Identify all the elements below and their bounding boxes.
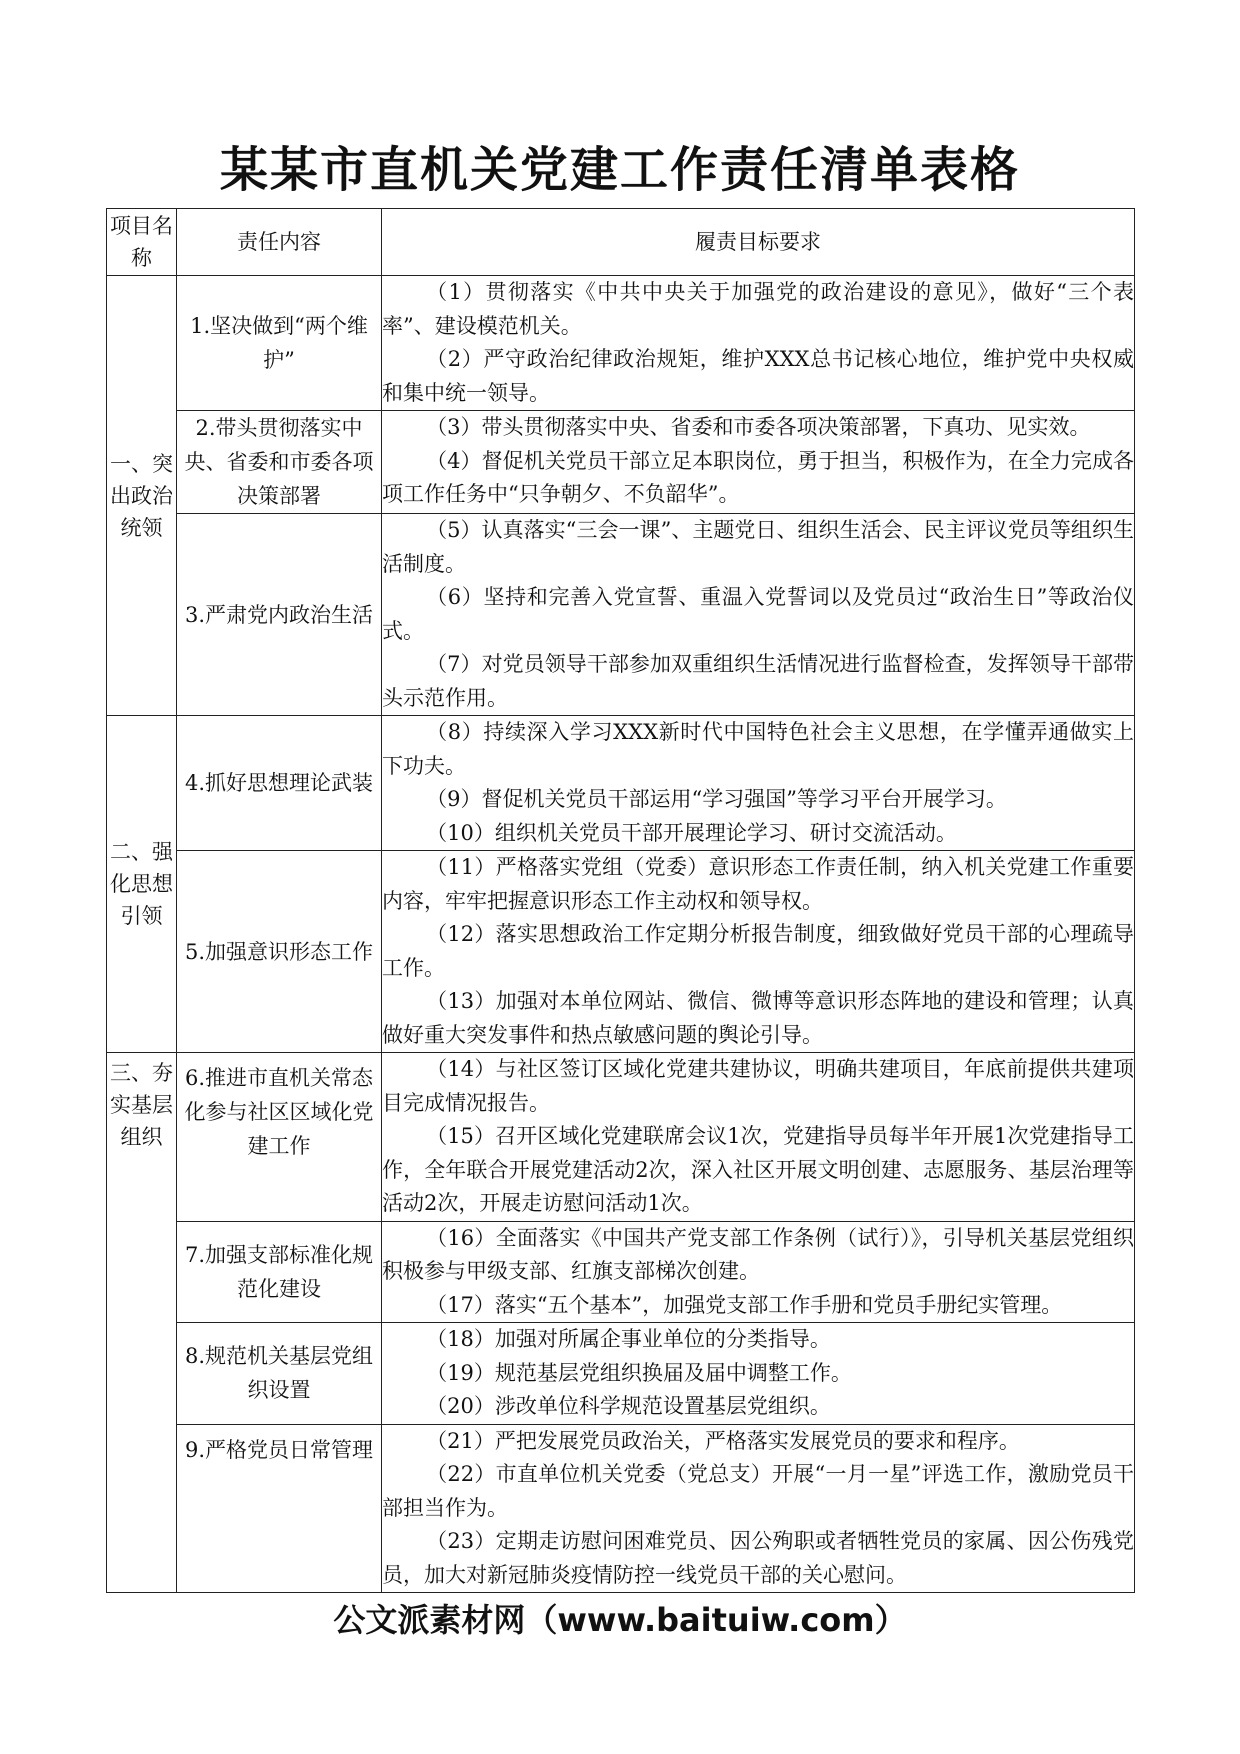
header-project-name: 项目名称 — [107, 209, 177, 276]
requirement-text: （1）贯彻落实《中共中央关于加强党的政治建设的意见》，做好“三个表率”、建设模范机关。 — [382, 280, 1134, 338]
category-cell: 三、夯实基层组织 — [107, 1053, 177, 1593]
footer-watermark: 公文派素材网（www.baituiw.com） — [333, 1601, 907, 1639]
requirement-text: （16）全面落实《中国共产党支部工作条例（试行）》，引导机关基层党组织积极参与甲级支部、红旗支部梯次创建。 — [382, 1225, 1134, 1283]
table-row — [107, 276, 1135, 411]
requirement-text: （4）督促机关党员干部立足本职岗位，勇于担当，积极作为，在全力完成各项工作任务中“只争朝夕、不负韶华”。 — [382, 448, 1134, 506]
item-cell: 6.推进市直机关常态化参与社区区域化党建工作 — [177, 1053, 382, 1222]
requirement-text: （23）定期走访慰问困难党员、因公殉职或者牺牲党员的家属、因公伤残党员，加大对新冠肺炎疫情防控一线党员干部的关心慰问。 — [382, 1529, 1134, 1587]
table-row — [107, 1053, 1135, 1222]
requirement-cell — [382, 716, 1135, 851]
requirement-text: （21）严把发展党员政治关，严格落实发展党员的要求和程序。 — [426, 1428, 1020, 1453]
requirement-cell — [382, 1221, 1135, 1323]
requirement-cell — [382, 276, 1135, 411]
header-responsibility: 责任内容 — [177, 209, 382, 276]
table-row — [107, 1424, 1135, 1593]
item-cell: 8.规范机关基层党组织设置 — [177, 1323, 382, 1425]
table-header-row — [107, 209, 1135, 276]
category-cell: 一、突出政治统领 — [107, 276, 177, 716]
requirement-text: （5）认真落实“三会一课”、主题党日、组织生活会、民主评议党员等组织生活制度。 — [382, 518, 1134, 576]
table-row — [107, 1221, 1135, 1323]
requirement-cell — [382, 411, 1135, 514]
requirement-text: （18）加强对所属企事业单位的分类指导。 — [426, 1327, 831, 1351]
requirement-text: （2）严守政治纪律政治规矩，维护XXX总书记核心地位，维护党中央权威和集中统一领导。 — [382, 347, 1134, 405]
item-cell: 4.抓好思想理论武装 — [177, 716, 382, 851]
table-row — [107, 1323, 1135, 1425]
header-target-requirements: 履责目标要求 — [382, 209, 1135, 276]
requirement-text: （11）严格落实党组（党委）意识形态工作责任制，纳入机关党建工作重要内容，牢牢把握意识形态工作主动权和领导权。 — [382, 855, 1134, 913]
item-cell: 1.坚决做到“两个维护” — [177, 276, 382, 411]
requirement-cell — [382, 1323, 1135, 1425]
table-row — [107, 514, 1135, 716]
requirement-text: （13）加强对本单位网站、微信、微博等意识形态阵地的建设和管理；认真做好重大突发事件和热点敏感问题的舆论引导。 — [382, 989, 1134, 1047]
requirement-cell — [382, 1424, 1135, 1593]
requirement-text: （22）市直单位机关党委（党总支）开展“一月一星”评选工作，激励党员干部担当作为。 — [382, 1462, 1134, 1520]
requirement-text: （10）组织机关党员干部开展理论学习、研讨交流活动。 — [426, 820, 957, 845]
table-row — [107, 851, 1135, 1053]
requirement-text: （9）督促机关党员干部运用“学习强国”等学习平台开展学习。 — [426, 787, 1007, 811]
category-cell: 二、强化思想引领 — [107, 716, 177, 1053]
item-cell: 9.严格党员日常管理 — [177, 1424, 382, 1593]
requirement-text: （8）持续深入学习XXX新时代中国特色社会主义思想，在学懂弄通做实上下功夫。 — [382, 720, 1134, 778]
page-title: 某某市直机关党建工作责任清单表格 — [219, 142, 1020, 198]
table-row — [107, 716, 1135, 851]
requirement-text: （20）涉改单位科学规范设置基层党组织。 — [426, 1394, 831, 1418]
requirement-text: （12）落实思想政治工作定期分析报告制度，细致做好党员干部的心理疏导工作。 — [382, 922, 1134, 980]
item-cell: 3.严肃党内政治生活 — [177, 514, 382, 716]
requirement-text: （7）对党员领导干部参加双重组织生活情况进行监督检查，发挥领导干部带头示范作用。 — [382, 652, 1134, 710]
requirement-text: （17）落实“五个基本”，加强党支部工作手册和党员手册纪实管理。 — [426, 1292, 1063, 1317]
requirement-text: （14）与社区签订区域化党建共建协议，明确共建项目，年底前提供共建项目完成情况报告。 — [382, 1057, 1134, 1115]
requirement-cell — [382, 514, 1135, 716]
requirement-text: （19）规范基层党组织换届及届中调整工作。 — [426, 1360, 852, 1385]
requirement-text: （15）召开区域化党建联席会议1次，党建指导员每半年开展1次党建指导工作，全年联合开展党建活动2次，深入社区开展文明创建、志愿服务、基层治理等活动2次，开展走访慰问活动1次。 — [382, 1124, 1134, 1215]
requirement-text: （6）坚持和完善入党宣誓、重温入党誓词以及党员过“政治生日”等政治仪式。 — [382, 585, 1134, 643]
requirement-cell — [382, 851, 1135, 1053]
item-cell: 7.加强支部标准化规范化建设 — [177, 1221, 382, 1323]
responsibility-table — [106, 208, 1135, 1593]
requirement-text: （3）带头贯彻落实中央、省委和市委各项决策部署，下真功、见实效。 — [426, 415, 1091, 439]
item-cell: 5.加强意识形态工作 — [177, 851, 382, 1053]
requirement-cell — [382, 1053, 1135, 1222]
item-cell: 2.带头贯彻落实中央、省委和市委各项决策部署 — [177, 411, 382, 514]
table-row — [107, 411, 1135, 514]
